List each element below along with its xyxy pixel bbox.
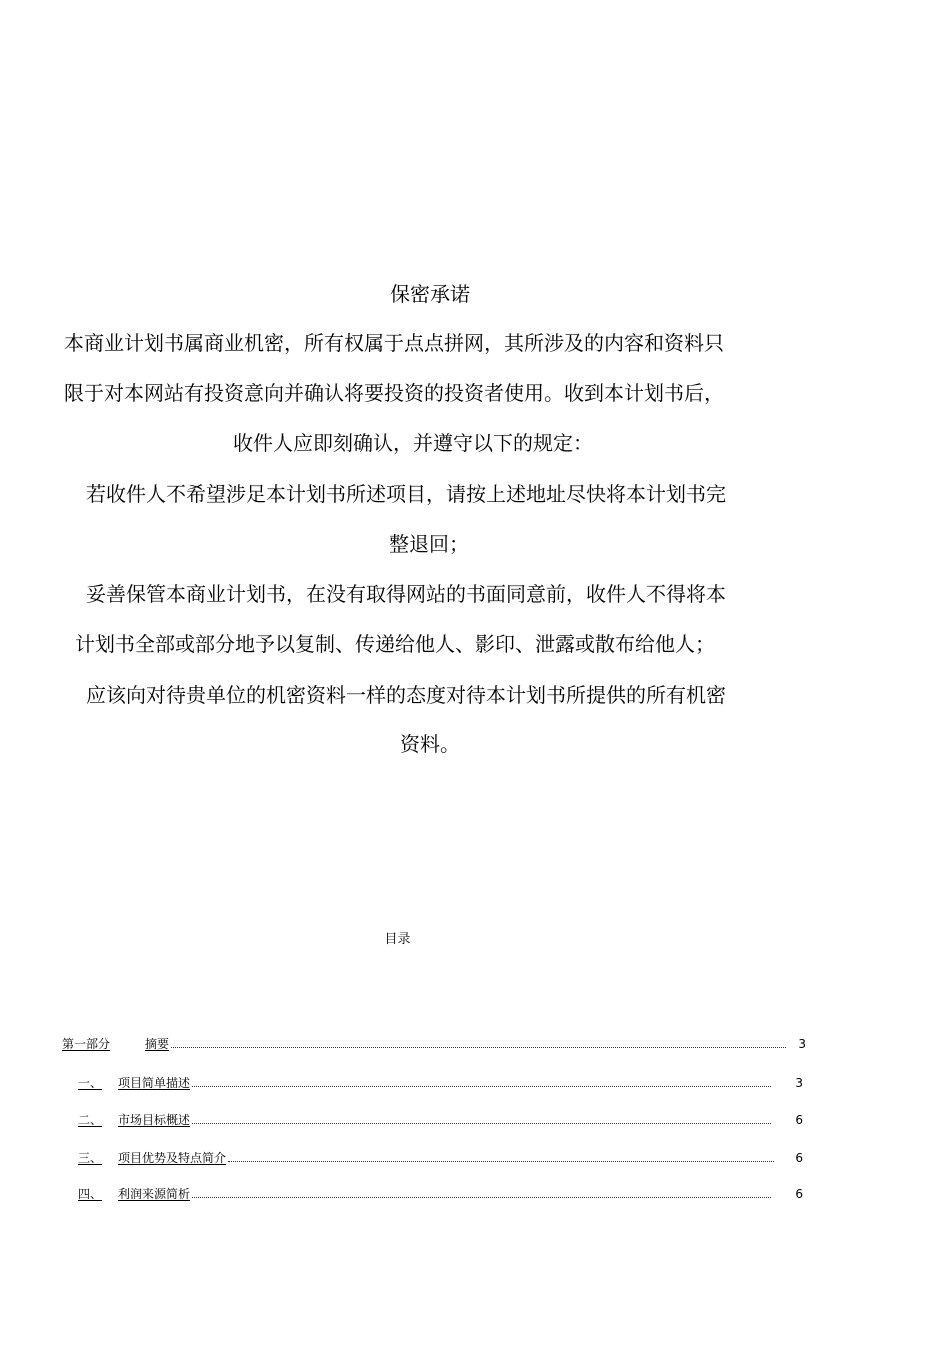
- toc-entry-page: 6: [795, 1151, 803, 1165]
- toc-entry-number: 一、: [78, 1076, 103, 1090]
- toc-entry-part1[interactable]: [62, 1037, 806, 1051]
- toc-title: 目录: [384, 932, 411, 947]
- confidentiality-title: 保密承诺: [390, 282, 470, 306]
- confidentiality-line-5: 整退回；: [389, 532, 469, 556]
- toc-entry-label: 市场目标概述: [118, 1113, 191, 1127]
- confidentiality-line-7: 计划书全部或部分地予以复制、传递给他人、影印、泄露或散布给他人；: [75, 632, 715, 656]
- toc-entry-label: 摘要: [145, 1037, 170, 1051]
- toc-leader: [228, 1160, 774, 1162]
- toc-entry-label: 项目优势及特点简介: [118, 1151, 227, 1165]
- toc-leader: [192, 1085, 771, 1087]
- toc-entry-label: 利润来源简析: [118, 1187, 191, 1201]
- toc-leader: [192, 1196, 771, 1198]
- toc-entry-number: 三、: [78, 1151, 103, 1165]
- toc-entry-number: 二、: [78, 1113, 103, 1127]
- confidentiality-line-8: 应该向对待贵单位的机密资料一样的态度对待本计划书所提供的所有机密: [86, 683, 726, 707]
- confidentiality-line-3: 收件人应即刻确认，并遵守以下的规定：: [233, 431, 593, 455]
- toc-entry-page: 6: [795, 1187, 803, 1201]
- toc-leader: [192, 1122, 771, 1124]
- toc-entry-page: 6: [795, 1113, 803, 1127]
- toc-entry-page: 3: [798, 1037, 806, 1051]
- toc-entry-number: 第一部分: [62, 1037, 111, 1051]
- confidentiality-line-4: 若收件人不希望涉足本计划书所述项目，请按上述地址尽快将本计划书完: [86, 482, 726, 506]
- toc-entry-3[interactable]: [78, 1151, 803, 1165]
- confidentiality-line-9: 资料。: [400, 732, 460, 756]
- toc-entry-label: 项目简单描述: [118, 1076, 191, 1090]
- toc-leader: [171, 1046, 786, 1048]
- toc-entry-4[interactable]: [78, 1187, 803, 1201]
- toc-entry-1[interactable]: [78, 1076, 803, 1090]
- toc-entry-page: 3: [795, 1076, 803, 1090]
- toc-entry-2[interactable]: [78, 1113, 803, 1127]
- confidentiality-line-6: 妥善保管本商业计划书，在没有取得网站的书面同意前，收件人不得将本: [86, 582, 726, 606]
- toc-entry-number: 四、: [78, 1187, 103, 1201]
- confidentiality-line-2: 限于对本网站有投资意向并确认将要投资的投资者使用。收到本计划书后，: [64, 381, 724, 405]
- confidentiality-line-1: 本商业计划书属商业机密，所有权属于点点拼网，其所涉及的内容和资料只: [64, 331, 724, 355]
